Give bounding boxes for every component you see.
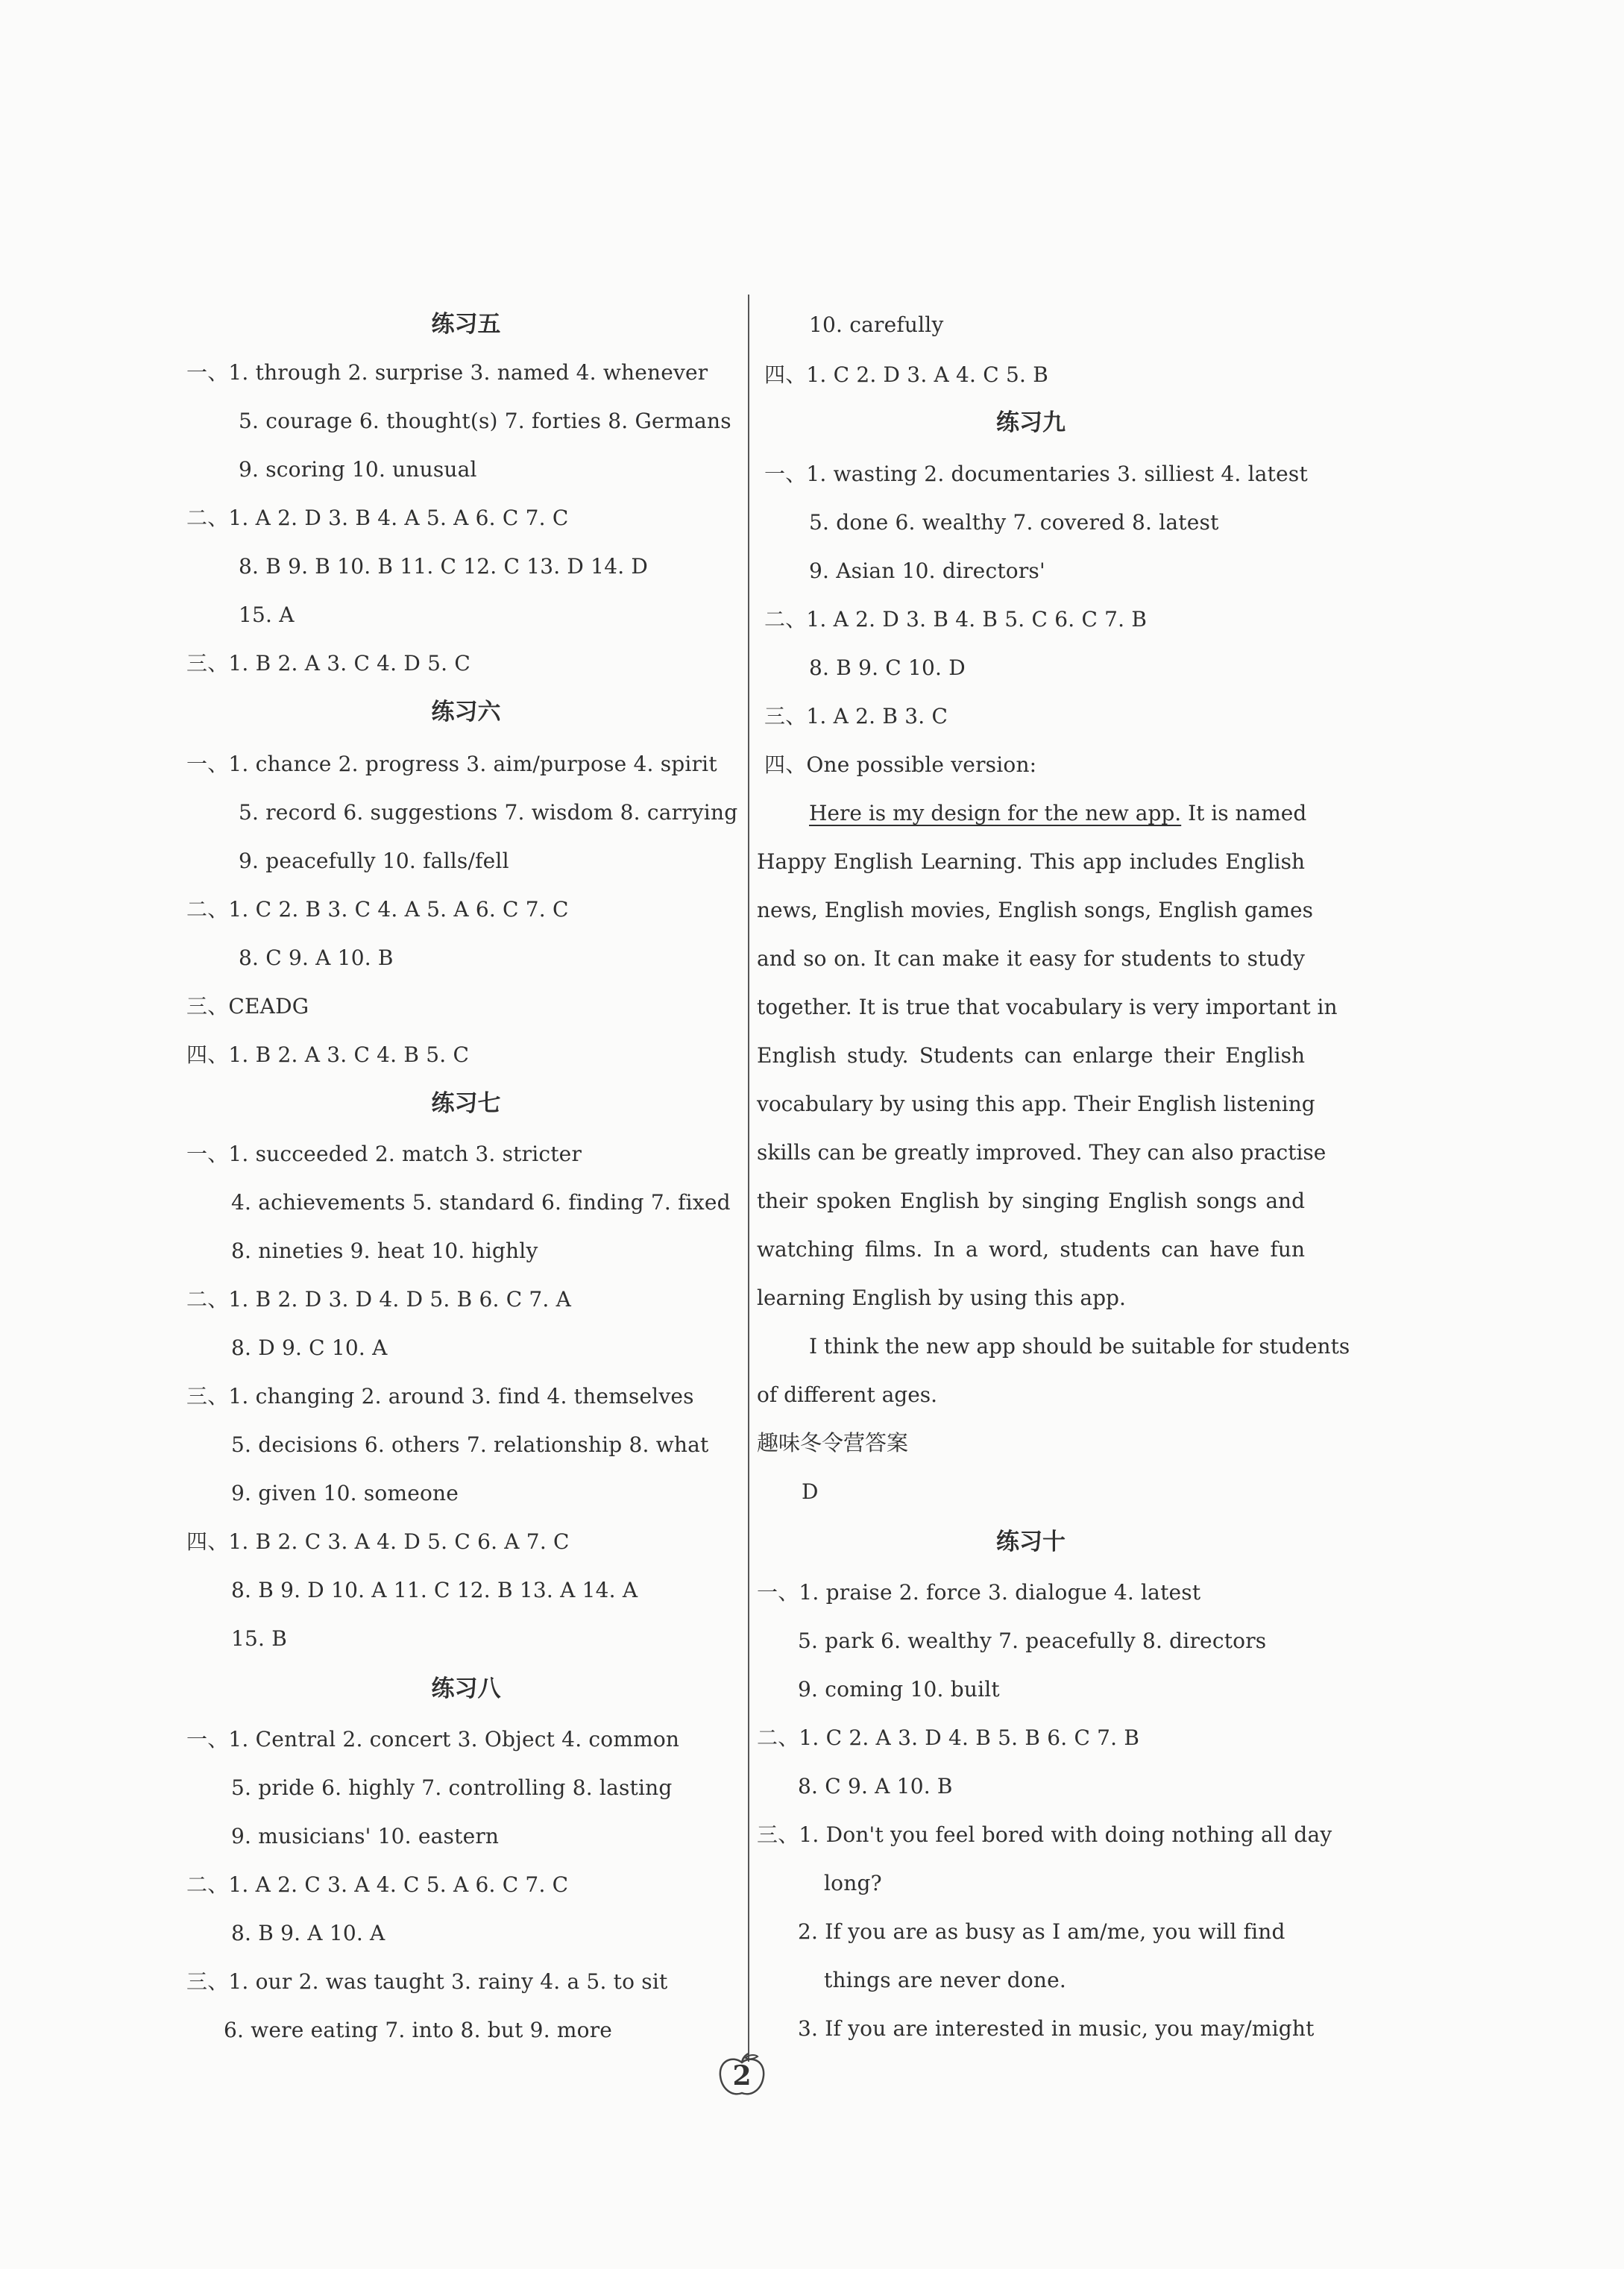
winter-camp-answer: D xyxy=(802,1479,819,1504)
answer-line: 9. peacefully 10. falls/fell xyxy=(239,849,509,873)
answer-line: 5. done 6. wealthy 7. covered 8. latest xyxy=(809,510,1219,535)
essay-underlined-phrase: Here is my design for the new app. xyxy=(809,801,1182,825)
answer-line: 5. courage 6. thought(s) 7. forties 8. Germans xyxy=(239,409,731,433)
answer-line: 一、1. wasting 2. documentaries 3. silliest 4. latest xyxy=(764,462,1308,486)
answer-line: 三、1. changing 2. around 3. find 4. themselves xyxy=(186,1384,694,1409)
answer-line: long? xyxy=(824,1871,882,1895)
answer-line: 一、1. Central 2. concert 3. Object 4. common xyxy=(186,1727,680,1752)
answer-line: 二、1. A 2. C 3. A 4. C 5. A 6. C 7. C xyxy=(186,1872,569,1897)
answer-line: 一、1. praise 2. force 3. dialogue 4. latest xyxy=(757,1580,1201,1605)
answer-line: 二、1. C 2. A 3. D 4. B 5. B 6. C 7. B xyxy=(757,1725,1140,1750)
answer-line: 8. B 9. A 10. A xyxy=(231,1921,385,1945)
answer-line: 9. scoring 10. unusual xyxy=(239,457,477,482)
essay-line: news, English movies, English songs, English games xyxy=(757,898,1313,922)
essay-line: of different ages. xyxy=(757,1382,938,1407)
heading-ex9: 练习九 xyxy=(996,409,1066,436)
heading-ex8: 练习八 xyxy=(431,1675,501,1702)
answer-line: 8. C 9. A 10. B xyxy=(798,1774,953,1798)
answer-line: 2. If you are as busy as I am/me, you will find xyxy=(798,1919,1285,1944)
answer-line: 5. record 6. suggestions 7. wisdom 8. carrying xyxy=(239,800,738,825)
answer-line: 8. B 9. B 10. B 11. C 12. C 13. D 14. D xyxy=(239,554,649,579)
essay-line: Here is my design for the new app. It is named xyxy=(809,801,1307,825)
answer-line: 6. were eating 7. into 8. but 9. more xyxy=(224,2018,613,2042)
answer-line: 四、One possible version: xyxy=(764,752,1037,777)
answer-line: 10. carefully xyxy=(809,312,944,337)
answer-line: 8. B 9. D 10. A 11. C 12. B 13. A 14. A xyxy=(231,1578,638,1602)
answer-line: 四、1. B 2. A 3. C 4. B 5. C xyxy=(186,1042,470,1067)
answer-line: 四、1. C 2. D 3. A 4. C 5. B xyxy=(764,362,1048,387)
winter-camp-title: 趣味冬令营答案 xyxy=(757,1430,909,1456)
heading-ex5: 练习五 xyxy=(431,311,501,338)
answer-line: 9. given 10. someone xyxy=(231,1481,459,1505)
answer-line: 二、1. C 2. B 3. C 4. A 5. A 6. C 7. C xyxy=(186,897,569,922)
answer-line: 二、1. A 2. D 3. B 4. B 5. C 6. C 7. B xyxy=(764,607,1148,632)
essay-line: watching films. In a word, students can have fun xyxy=(757,1237,1305,1262)
answer-line: 三、1. Don't you feel bored with doing nothing all day xyxy=(757,1822,1332,1847)
page-number-badge xyxy=(716,2052,768,2098)
page-number: 2 xyxy=(732,2060,752,2092)
answer-line: 5. park 6. wealthy 7. peacefully 8. directors xyxy=(798,1628,1267,1653)
answer-line: things are never done. xyxy=(824,1968,1066,1992)
answer-line: 9. Asian 10. directors' xyxy=(809,558,1045,583)
essay-line: Happy English Learning. This app includes English xyxy=(757,849,1305,874)
answer-line: 9. musicians' 10. eastern xyxy=(231,1824,500,1848)
answer-line: 5. decisions 6. others 7. relationship 8. what xyxy=(231,1432,709,1457)
column-divider xyxy=(748,295,749,2062)
essay-line: learning English by using this app. xyxy=(757,1285,1126,1310)
answer-line: 四、1. B 2. C 3. A 4. D 5. C 6. A 7. C xyxy=(186,1529,570,1554)
answer-line: 一、1. through 2. surprise 3. named 4. whenever xyxy=(186,360,708,385)
heading-ex10: 练习十 xyxy=(996,1529,1066,1555)
heading-ex6: 练习六 xyxy=(431,699,501,726)
essay-line: I think the new app should be suitable for students xyxy=(809,1334,1350,1359)
answer-line: 一、1. chance 2. progress 3. aim/purpose 4. spirit xyxy=(186,752,717,776)
answer-line: 8. B 9. C 10. D xyxy=(809,655,966,680)
answer-line: 15. B xyxy=(231,1626,288,1651)
answer-line: 三、1. A 2. B 3. C xyxy=(764,704,948,728)
answer-line: 二、1. B 2. D 3. D 4. D 5. B 6. C 7. A xyxy=(186,1287,572,1312)
answer-line: 4. achievements 5. standard 6. finding 7. fixed xyxy=(231,1190,731,1215)
essay-line: and so on. It can make it easy for students to study xyxy=(757,946,1305,971)
answer-line: 三、1. B 2. A 3. C 4. D 5. C xyxy=(186,651,470,676)
essay-line: skills can be greatly improved. They can also practise xyxy=(757,1140,1326,1165)
answer-line: 三、CEADG xyxy=(186,994,309,1019)
essay-line: together. It is true that vocabulary is very important in xyxy=(757,995,1338,1019)
answer-line: 8. C 9. A 10. B xyxy=(239,945,394,970)
essay-line: vocabulary by using this app. Their English listening xyxy=(757,1092,1315,1116)
answer-line: 5. pride 6. highly 7. controlling 8. lasting xyxy=(231,1775,673,1800)
essay-line: English study. Students can enlarge their English xyxy=(757,1043,1305,1068)
answer-line: 二、1. A 2. D 3. B 4. A 5. A 6. C 7. C xyxy=(186,506,569,530)
answer-line: 3. If you are interested in music, you may/might xyxy=(798,2016,1315,2041)
answer-line: 15. A xyxy=(239,602,295,627)
answer-line: 8. D 9. C 10. A xyxy=(231,1335,388,1360)
answer-line: 一、1. succeeded 2. match 3. stricter xyxy=(186,1142,582,1166)
heading-ex7: 练习七 xyxy=(431,1090,501,1117)
essay-line: their spoken English by singing English songs and xyxy=(757,1189,1305,1213)
answer-line: 8. nineties 9. heat 10. highly xyxy=(231,1239,538,1263)
answer-line: 9. coming 10. built xyxy=(798,1677,1000,1702)
answer-line: 三、1. our 2. was taught 3. rainy 4. a 5. to sit xyxy=(186,1969,668,1994)
